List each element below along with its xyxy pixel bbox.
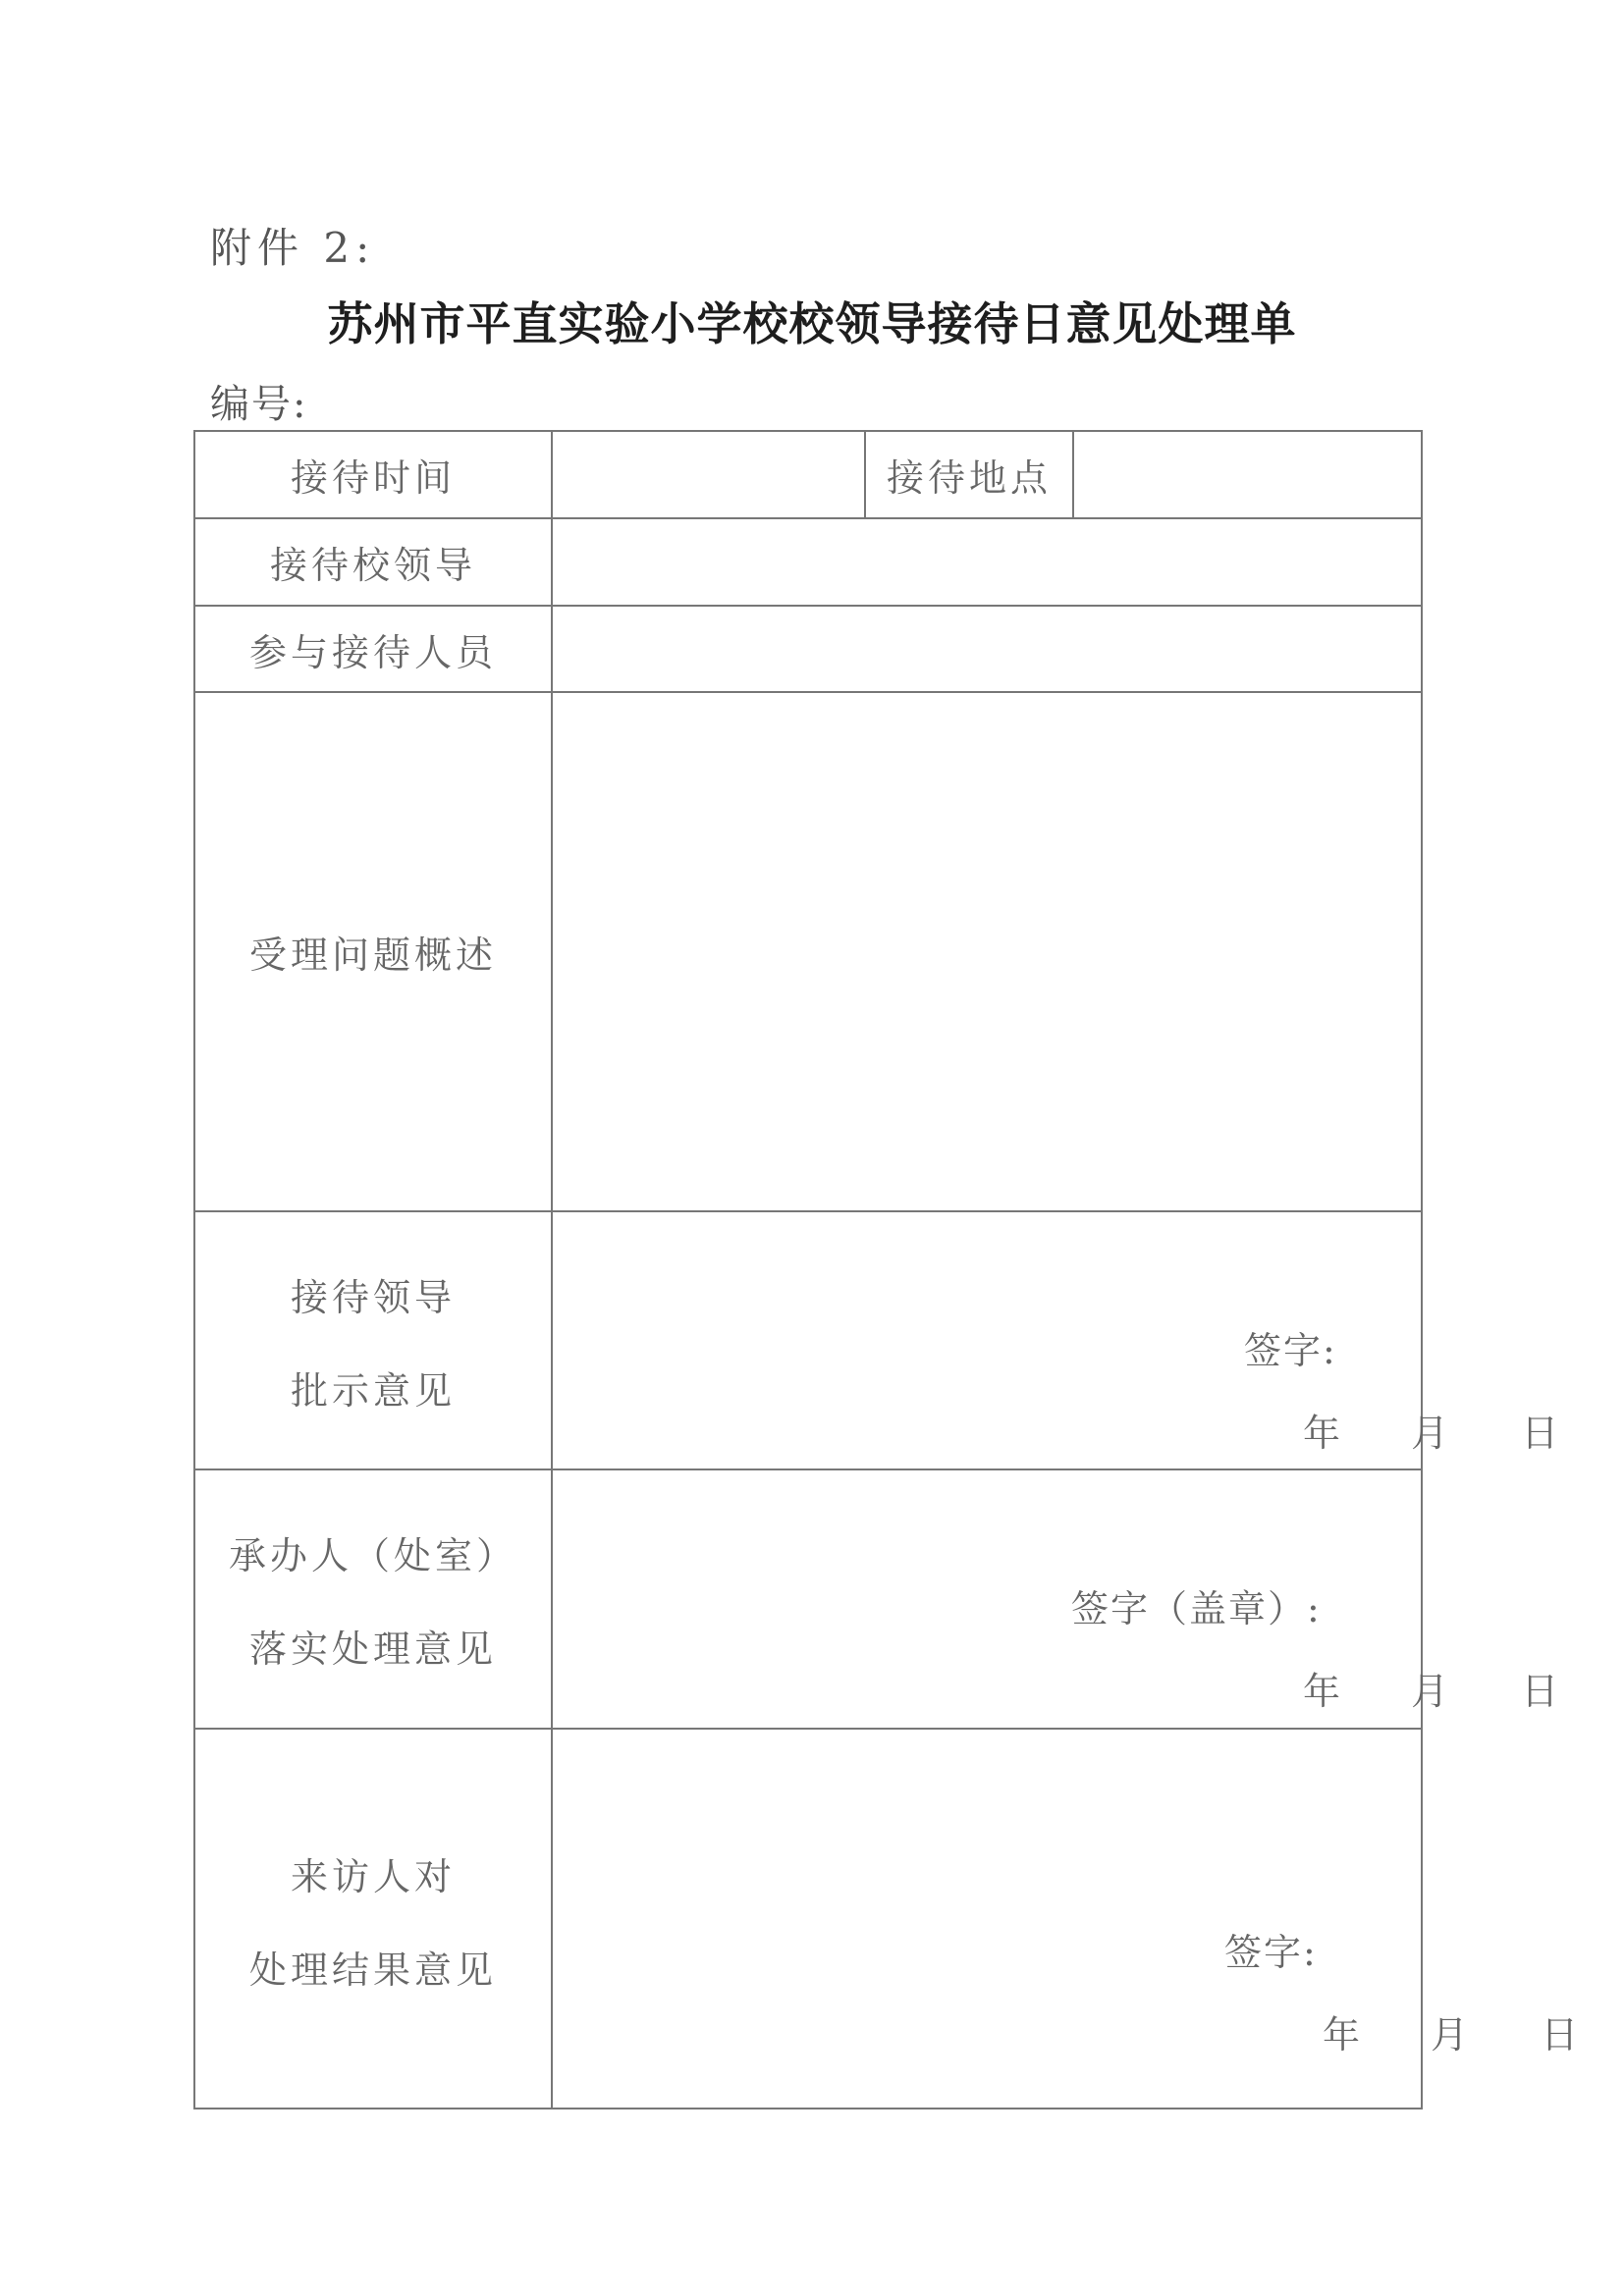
row-reception-time xyxy=(195,432,1421,519)
row-handler-opinion xyxy=(195,1470,1561,1730)
row-issue-summary xyxy=(195,693,1421,1212)
row-leader-opinion xyxy=(195,1212,1561,1470)
visitor-label-line2: 处理结果意见 xyxy=(248,1948,497,1992)
date-day: 日 xyxy=(1541,2013,1581,2056)
row-reception-leader xyxy=(195,519,1421,607)
date-year: 年 xyxy=(1303,1670,1343,1713)
date-year: 年 xyxy=(1323,2013,1363,2056)
visitor-opinion-field[interactable] xyxy=(553,1730,1581,2109)
leader-signature-date xyxy=(1303,1403,1560,1457)
row-participants xyxy=(195,607,1421,693)
leader-opinion-field[interactable] xyxy=(553,1212,1561,1468)
reception-time-label: 接待时间 xyxy=(195,432,553,517)
leader-signature-label: 签字: xyxy=(1244,1329,1337,1372)
handler-label-line2: 落实处理意见 xyxy=(248,1628,497,1671)
attachment-label: 附件 2: xyxy=(210,224,376,272)
handler-label-line1: 承办人（处室） xyxy=(228,1534,517,1577)
reception-place-field[interactable] xyxy=(1074,432,1421,517)
date-year: 年 xyxy=(1303,1412,1343,1455)
row-visitor-opinion xyxy=(195,1730,1581,2109)
handler-signature-date xyxy=(1303,1661,1560,1715)
date-day: 日 xyxy=(1521,1670,1561,1713)
handler-opinion-field[interactable] xyxy=(553,1470,1561,1728)
reception-place-label: 接待地点 xyxy=(866,432,1074,517)
date-month: 月 xyxy=(1431,2013,1471,2056)
reception-leader-field[interactable] xyxy=(553,519,1421,605)
page-title: 苏州市平直实验小学校校领导接待日意见处理单 xyxy=(327,297,1297,350)
leader-opinion-label-line2: 批示意见 xyxy=(290,1368,456,1413)
date-month: 月 xyxy=(1411,1412,1451,1455)
issue-summary-label: 受理问题概述 xyxy=(195,693,553,1210)
reception-leader-label: 接待校领导 xyxy=(195,519,553,605)
date-day: 日 xyxy=(1521,1412,1561,1455)
handler-opinion-label xyxy=(195,1470,553,1728)
participants-label: 参与接待人员 xyxy=(195,607,553,691)
visitor-opinion-label xyxy=(195,1730,553,2109)
opinion-form-table xyxy=(193,430,1581,2109)
reception-time-field[interactable] xyxy=(553,432,866,517)
leader-opinion-label-line1: 接待领导 xyxy=(290,1275,456,1319)
visitor-signature-label: 签字: xyxy=(1224,1931,1318,1974)
handler-signature-label: 签字（盖章）: xyxy=(1071,1587,1322,1630)
date-month: 月 xyxy=(1411,1670,1451,1713)
participants-field[interactable] xyxy=(553,607,1421,691)
visitor-label-line1: 来访人对 xyxy=(290,1854,456,1898)
leader-opinion-label xyxy=(195,1212,553,1468)
visitor-signature-date xyxy=(1323,2004,1580,2058)
issue-summary-field[interactable] xyxy=(553,693,1421,1210)
serial-number-label: 编号: xyxy=(210,382,308,427)
